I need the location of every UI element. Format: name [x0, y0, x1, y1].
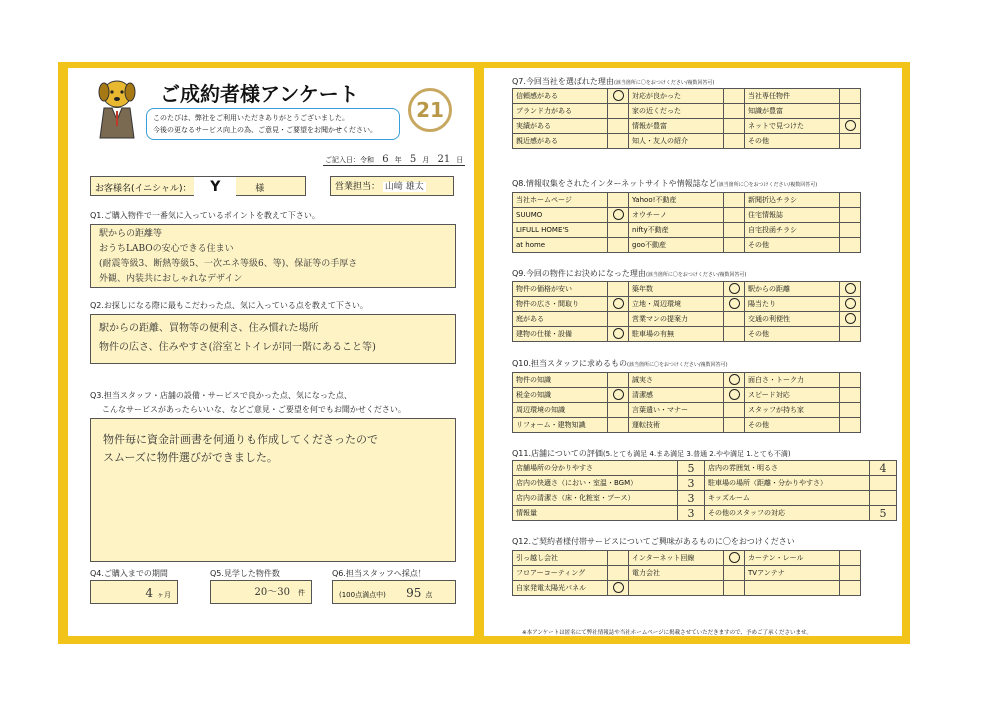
- date-month-unit: 月: [422, 156, 430, 164]
- circle-mark-icon: [613, 419, 624, 430]
- q8-option-checkbox[interactable]: [608, 223, 629, 238]
- q7-row: [513, 89, 861, 104]
- q7-option-checkbox[interactable]: [724, 134, 745, 149]
- circle-mark-icon: [729, 120, 740, 131]
- circle-mark-icon: [845, 328, 856, 339]
- date-year: 6: [382, 154, 389, 165]
- q12-table: [512, 550, 861, 596]
- q8-option-label: LIFULL HOME'S: [513, 223, 608, 238]
- circle-mark-icon: [729, 298, 740, 309]
- q9-table: [512, 281, 861, 342]
- q12-option-label: 自家発電太陽光パネル: [513, 581, 608, 596]
- q9-option-label: 立地・周辺環境: [629, 297, 724, 312]
- q12-option-checkbox[interactable]: [840, 566, 861, 581]
- circle-mark-icon: [613, 567, 624, 578]
- q10-option-checkbox[interactable]: [840, 403, 861, 418]
- q10-option-label: 運転技術: [629, 418, 724, 433]
- q8-row: [513, 223, 861, 238]
- q9-option-checkbox[interactable]: [724, 327, 745, 342]
- q12-option-label: 電力会社: [629, 566, 724, 581]
- q9-note: (該当箇所に〇をおつけください/複数回答可): [645, 272, 747, 278]
- q9-option-checkbox[interactable]: [840, 297, 861, 312]
- q11-score[interactable]: [870, 476, 897, 491]
- q10-option-checkbox[interactable]: [840, 388, 861, 403]
- circle-mark-icon: [613, 328, 624, 339]
- q1-line-2: おうちLABOの安心できる住まい: [99, 244, 234, 254]
- q7-option-label: その他: [745, 134, 840, 149]
- q7-option-label: ブランド力がある: [513, 104, 608, 119]
- circle-mark-icon: [729, 389, 740, 400]
- q8-option-checkbox[interactable]: [724, 193, 745, 208]
- q12-option-label: [745, 581, 840, 596]
- circle-mark-icon: [729, 404, 740, 415]
- q10-header: [512, 358, 728, 369]
- customer-name-field: [90, 176, 306, 196]
- q11-row: [513, 476, 897, 491]
- q8-option-label: Yahoo!不動産: [629, 193, 724, 208]
- q8-row: [513, 208, 861, 223]
- circle-mark-icon: [845, 313, 856, 324]
- q7-option-checkbox[interactable]: [724, 119, 745, 134]
- q6-value: 95: [406, 586, 422, 600]
- q9-row: [513, 312, 861, 327]
- circle-mark-icon: [729, 582, 740, 593]
- circle-mark-icon: [613, 283, 624, 294]
- q12-option-label: TVアンテナ: [745, 566, 840, 581]
- q7-table: [512, 88, 861, 149]
- q8-option-checkbox[interactable]: [724, 208, 745, 223]
- q8-note: (該当箇所に〇をおつけください/複数回答可): [716, 182, 818, 188]
- q10-option-checkbox[interactable]: [724, 403, 745, 418]
- q12-option-label: インターネット回線: [629, 551, 724, 566]
- customer-name-value: Y: [194, 177, 236, 197]
- circle-mark-icon: [613, 209, 624, 220]
- q9-option-label: 駐車場の有無: [629, 327, 724, 342]
- date-day: 21: [437, 154, 451, 165]
- circle-mark-icon: [845, 582, 856, 593]
- q9-row: [513, 327, 861, 342]
- circle-mark-icon: [613, 389, 624, 400]
- q7-option-label: 当社専任物件: [745, 89, 840, 104]
- q11-question: Q11.店舗についての評価: [512, 449, 603, 458]
- circle-mark-icon: [613, 404, 624, 415]
- q5-question: Q5.見学した物件数: [210, 569, 280, 578]
- q4-unit: ヶ月: [157, 591, 171, 599]
- q7-option-checkbox[interactable]: [840, 134, 861, 149]
- q7-header: [512, 76, 714, 87]
- q10-option-label: 清潔感: [629, 388, 724, 403]
- q7-option-label: 知人・友人の紹介: [629, 134, 724, 149]
- circle-mark-icon: [729, 552, 740, 563]
- customer-name-suffix: 様: [255, 184, 265, 194]
- q9-option-checkbox[interactable]: [724, 282, 745, 297]
- circle-mark-icon: [729, 374, 740, 385]
- q10-option-checkbox[interactable]: [608, 418, 629, 433]
- circle-mark-icon: [729, 328, 740, 339]
- q7-option-checkbox[interactable]: [724, 104, 745, 119]
- q10-row: [513, 388, 861, 403]
- q8-option-label: SUUMO: [513, 208, 608, 223]
- q7-option-checkbox[interactable]: [608, 134, 629, 149]
- q9-option-label: 交通の利便性: [745, 312, 840, 327]
- q5-answer: [210, 580, 312, 604]
- circle-mark-icon: [729, 567, 740, 578]
- q7-option-label: 親近感がある: [513, 134, 608, 149]
- q8-option-checkbox[interactable]: [840, 208, 861, 223]
- q1-question: Q1.ご購入物件で一番気に入っているポイントを教えて下さい。: [90, 211, 320, 220]
- q4-value: 4: [145, 586, 153, 600]
- circle-mark-icon: [845, 283, 856, 294]
- circle-mark-icon: [613, 194, 624, 205]
- q8-option-label: 新聞折込チラシ: [745, 193, 840, 208]
- q8-option-label: オウチーノ: [629, 208, 724, 223]
- q11-row: [513, 491, 897, 506]
- circle-mark-icon: [845, 105, 856, 116]
- q9-option-label: 物件の価格が安い: [513, 282, 608, 297]
- q10-option-label: 面白さ・トーク力: [745, 373, 840, 388]
- q8-option-label: at home: [513, 238, 608, 253]
- q11-row: [513, 506, 897, 521]
- q10-option-label: 税金の知識: [513, 388, 608, 403]
- q6-question: Q6.担当スタッフへ採点！: [332, 569, 426, 578]
- circle-mark-icon: [729, 313, 740, 324]
- q2-line-2: 物件の広さ、住みやすさ(浴室とトイレが同一階にあること等): [99, 342, 376, 353]
- circle-mark-icon: [845, 239, 856, 250]
- q4-question: Q4.ご購入までの期間: [90, 569, 168, 578]
- date-label: ご記入日：令和: [325, 156, 374, 164]
- q7-option-checkbox[interactable]: [840, 104, 861, 119]
- q10-option-label: 誠実さ: [629, 373, 724, 388]
- circle-mark-icon: [845, 135, 856, 146]
- circle-mark-icon: [729, 209, 740, 220]
- q9-option-checkbox[interactable]: [840, 327, 861, 342]
- q10-option-label: スタッフが持ち家: [745, 403, 840, 418]
- circle-mark-icon: [845, 120, 856, 131]
- q8-option-checkbox[interactable]: [724, 238, 745, 253]
- circle-mark-icon: [845, 224, 856, 235]
- intro-line-2: 今後の更なるサービス向上の為、ご意見・ご要望をお聞かせください。: [153, 126, 377, 134]
- q9-option-label: 陽当たり: [745, 297, 840, 312]
- q7-option-label: 知識が豊富: [745, 104, 840, 119]
- q7-row: [513, 134, 861, 149]
- q9-option-checkbox[interactable]: [608, 312, 629, 327]
- q12-option-checkbox[interactable]: [840, 581, 861, 596]
- q12-row: [513, 581, 861, 596]
- circle-mark-icon: [729, 224, 740, 235]
- circle-mark-icon: [613, 582, 624, 593]
- q9-option-checkbox[interactable]: [724, 312, 745, 327]
- q3-line-2: スムーズに物件選びができました。: [103, 451, 278, 464]
- circle-mark-icon: [729, 90, 740, 101]
- q9-header: [512, 268, 746, 279]
- footer-note: ※本アンケートは匿名にて弊社情報誌や当社ホームページに掲載させていただきますので、予めご了承くださいませ。: [522, 630, 812, 636]
- q3-question-line-1: Q3.担当スタッフ・店舗の設備・サービスで良かった点、気になった点、: [90, 391, 352, 400]
- q2-answer: [90, 314, 456, 364]
- staff-field: [330, 176, 454, 196]
- date-row: [323, 154, 465, 166]
- q1-line-4: 外観、内装共におしゃれなデザイン: [99, 274, 243, 284]
- q7-option-checkbox[interactable]: [608, 89, 629, 104]
- circle-mark-icon: [729, 135, 740, 146]
- q1-line-3: (耐震等級3、断熱等級5、一次エネ等級6、等)、保証等の手厚さ: [99, 259, 358, 269]
- q7-option-label: 信頼感がある: [513, 89, 608, 104]
- q11-header: [512, 448, 791, 459]
- q9-row: [513, 297, 861, 312]
- q9-option-label: 築年数: [629, 282, 724, 297]
- intro-line-1: このたびは、弊社をご利用いただきありがとうございました。: [153, 114, 349, 122]
- q10-option-label: スピード対応: [745, 388, 840, 403]
- q9-option-label: 営業マンの提案力: [629, 312, 724, 327]
- q11-item-label: 店内の雰囲気・明るさ: [705, 461, 870, 476]
- q7-question: Q7.今回当社を選ばれた理由: [512, 77, 614, 86]
- q12-option-checkbox[interactable]: [840, 551, 861, 566]
- q10-option-checkbox[interactable]: [724, 388, 745, 403]
- q4-answer: [90, 580, 178, 604]
- circle-mark-icon: [613, 313, 624, 324]
- q8-table: [512, 192, 861, 253]
- q7-option-checkbox[interactable]: [608, 119, 629, 134]
- q11-item-label: 情報量: [513, 506, 678, 521]
- q12-option-label: 引っ越し会社: [513, 551, 608, 566]
- q12-option-checkbox[interactable]: [608, 566, 629, 581]
- q6-answer: [332, 580, 456, 604]
- q12-option-checkbox[interactable]: [608, 581, 629, 596]
- circle-mark-icon: [613, 105, 624, 116]
- q3-question-line-2: こんなサービスがあったらいいな、などご意見・ご要望を何でもお聞かせください。: [102, 405, 406, 414]
- q11-item-label: 店舗場所の分かりやすさ: [513, 461, 678, 476]
- q9-option-label: その他: [745, 327, 840, 342]
- q11-score[interactable]: 5: [870, 506, 897, 521]
- circle-mark-icon: [729, 105, 740, 116]
- q12-row: [513, 566, 861, 581]
- q6-prefix: (100点満点中): [339, 591, 386, 599]
- q8-option-label: 自宅投函チラシ: [745, 223, 840, 238]
- q8-option-label: 当社ホームページ: [513, 193, 608, 208]
- q10-option-checkbox[interactable]: [724, 418, 745, 433]
- q8-option-label: 住宅情報誌: [745, 208, 840, 223]
- q10-option-checkbox[interactable]: [608, 373, 629, 388]
- q10-option-label: 周辺環境の知識: [513, 403, 608, 418]
- q10-row: [513, 403, 861, 418]
- q1-answer: [90, 224, 456, 288]
- customer-name-label: お客様名(イニシャル)：: [95, 184, 192, 194]
- circle-mark-icon: [729, 194, 740, 205]
- q10-option-checkbox[interactable]: [724, 373, 745, 388]
- q8-option-checkbox[interactable]: [840, 238, 861, 253]
- left-page: [68, 68, 474, 636]
- staff-value: 山﨑 雄太: [384, 182, 424, 192]
- q11-item-label: その他のスタッフの対応: [705, 506, 870, 521]
- circle-mark-icon: [613, 239, 624, 250]
- circle-mark-icon: [729, 419, 740, 430]
- q7-option-label: 実績がある: [513, 119, 608, 134]
- q9-option-checkbox[interactable]: [608, 282, 629, 297]
- circle-mark-icon: [845, 567, 856, 578]
- q7-row: [513, 119, 861, 134]
- q10-option-checkbox[interactable]: [840, 418, 861, 433]
- q8-question: Q8.情報収集をされたインターネットサイトや情報誌など: [512, 179, 717, 188]
- q7-option-label: ネットで見つけた: [745, 119, 840, 134]
- circle-mark-icon: [613, 552, 624, 563]
- q11-row: [513, 461, 897, 476]
- q7-option-label: 家の近くだった: [629, 104, 724, 119]
- circle-mark-icon: [729, 283, 740, 294]
- q9-option-label: 駅からの距離: [745, 282, 840, 297]
- q9-option-checkbox[interactable]: [608, 297, 629, 312]
- q8-option-checkbox[interactable]: [724, 223, 745, 238]
- q7-row: [513, 104, 861, 119]
- q7-option-checkbox[interactable]: [608, 104, 629, 119]
- q8-row: [513, 193, 861, 208]
- circle-mark-icon: [845, 419, 856, 430]
- circle-mark-icon: [613, 298, 624, 309]
- q3-line-1: 物件毎に資金計画書を何通りも作成してくださったので: [103, 433, 378, 446]
- q11-score[interactable]: 3: [678, 491, 705, 506]
- circle-mark-icon: [845, 389, 856, 400]
- q11-score[interactable]: 3: [678, 506, 705, 521]
- circle-mark-icon: [845, 552, 856, 563]
- q12-question: Q12.ご契約者様付帯サービスについてご興味があるものに〇をおつけください: [512, 537, 795, 546]
- q10-option-checkbox[interactable]: [608, 388, 629, 403]
- q8-option-checkbox[interactable]: [608, 208, 629, 223]
- right-page: [484, 68, 902, 636]
- q12-option-label: [629, 581, 724, 596]
- date-month: 5: [409, 154, 417, 165]
- q8-option-label: goo不動産: [629, 238, 724, 253]
- q11-score[interactable]: 3: [678, 476, 705, 491]
- q1-line-1: 駅からの距離等: [99, 229, 163, 239]
- q7-option-checkbox[interactable]: [840, 119, 861, 134]
- circle-mark-icon: [845, 209, 856, 220]
- q12-option-checkbox[interactable]: [608, 551, 629, 566]
- q3-answer: [90, 418, 456, 562]
- q5-value: 20〜30: [254, 587, 290, 598]
- q12-option-label: カーテン・レール: [745, 551, 840, 566]
- q7-option-checkbox[interactable]: [724, 89, 745, 104]
- q10-note: (該当箇所に〇をおつけください/複数回答可): [627, 362, 728, 368]
- circle-mark-icon: [845, 298, 856, 309]
- dog-mascot-icon: [90, 74, 144, 144]
- q10-question: Q10.担当スタッフに求めるもの: [512, 359, 628, 368]
- circle-mark-icon: [613, 224, 624, 235]
- circle-mark-icon: [613, 135, 624, 146]
- q12-option-checkbox[interactable]: [724, 566, 745, 581]
- staff-label: 営業担当：: [335, 182, 381, 192]
- q11-score[interactable]: 4: [870, 461, 897, 476]
- q8-header: [512, 178, 817, 189]
- q10-row: [513, 418, 861, 433]
- circle-mark-icon: [845, 90, 856, 101]
- q12-option-checkbox[interactable]: [724, 581, 745, 596]
- date-day-unit: 日: [456, 156, 464, 164]
- circle-mark-icon: [845, 404, 856, 415]
- date-year-unit: 年: [394, 156, 402, 164]
- q12-option-label: フロアーコーティング: [513, 566, 608, 581]
- q7-option-label: 対応が良かった: [629, 89, 724, 104]
- q8-option-label: nifty不動産: [629, 223, 724, 238]
- q10-table: [512, 372, 861, 433]
- circle-mark-icon: [613, 90, 624, 101]
- q9-row: [513, 282, 861, 297]
- q6-unit: 点: [425, 591, 433, 599]
- q8-option-checkbox[interactable]: [608, 193, 629, 208]
- century21-logo: 21: [408, 88, 452, 132]
- q10-option-label: 物件の知識: [513, 373, 608, 388]
- circle-mark-icon: [729, 239, 740, 250]
- q9-option-label: 建物の仕様・設備: [513, 327, 608, 342]
- q12-option-checkbox[interactable]: [724, 551, 745, 566]
- q11-item-label: 店内の快適さ（におい・室温・BGM）: [513, 476, 678, 491]
- q8-option-checkbox[interactable]: [840, 223, 861, 238]
- q9-option-label: 物件の広さ・間取り: [513, 297, 608, 312]
- q10-option-label: リフォーム・建物知識: [513, 418, 608, 433]
- q9-option-checkbox[interactable]: [840, 312, 861, 327]
- q9-option-checkbox[interactable]: [608, 327, 629, 342]
- q2-line-1: 駅からの距離、買物等の便利さ、住み慣れた場所: [99, 323, 319, 334]
- q10-option-label: 言葉遣い・マナー: [629, 403, 724, 418]
- q7-note: (該当箇所に〇をおつけください/複数回答可): [613, 80, 715, 86]
- survey-title: ご成約者様アンケート: [160, 82, 359, 106]
- q2-question: Q2.お探しになる際に最もこだわった点、気に入っている点を教えて下さい。: [90, 301, 368, 310]
- q9-question: Q9.今回の物件にお決めになった理由: [512, 269, 646, 278]
- q7-option-label: 情報が豊富: [629, 119, 724, 134]
- q11-score[interactable]: [870, 491, 897, 506]
- q11-scale: (5.とても満足 4.まあ満足 3.普通 2.やや満足 1.とても不満): [602, 450, 791, 458]
- circle-mark-icon: [613, 120, 624, 131]
- q12-row: [513, 551, 861, 566]
- circle-mark-icon: [845, 374, 856, 385]
- q11-table: [512, 460, 897, 521]
- q10-row: [513, 373, 861, 388]
- q11-item-label: キッズルーム: [705, 491, 870, 506]
- q8-option-label: その他: [745, 238, 840, 253]
- q5-unit: 件: [298, 589, 305, 597]
- q8-option-checkbox[interactable]: [840, 193, 861, 208]
- q10-option-checkbox[interactable]: [840, 373, 861, 388]
- q10-option-label: その他: [745, 418, 840, 433]
- q11-item-label: 店内の清潔さ（床・化粧室・ブース）: [513, 491, 678, 506]
- q9-option-checkbox[interactable]: [840, 282, 861, 297]
- q11-item-label: 駐車場の場所（距離・分かりやすさ）: [705, 476, 870, 491]
- q10-option-checkbox[interactable]: [608, 403, 629, 418]
- circle-mark-icon: [613, 374, 624, 385]
- intro-bubble: [146, 108, 400, 140]
- q8-option-checkbox[interactable]: [608, 238, 629, 253]
- circle-mark-icon: [845, 194, 856, 205]
- q11-score[interactable]: 5: [678, 461, 705, 476]
- q8-row: [513, 238, 861, 253]
- q7-option-checkbox[interactable]: [840, 89, 861, 104]
- q9-option-checkbox[interactable]: [724, 297, 745, 312]
- q9-option-label: 庭がある: [513, 312, 608, 327]
